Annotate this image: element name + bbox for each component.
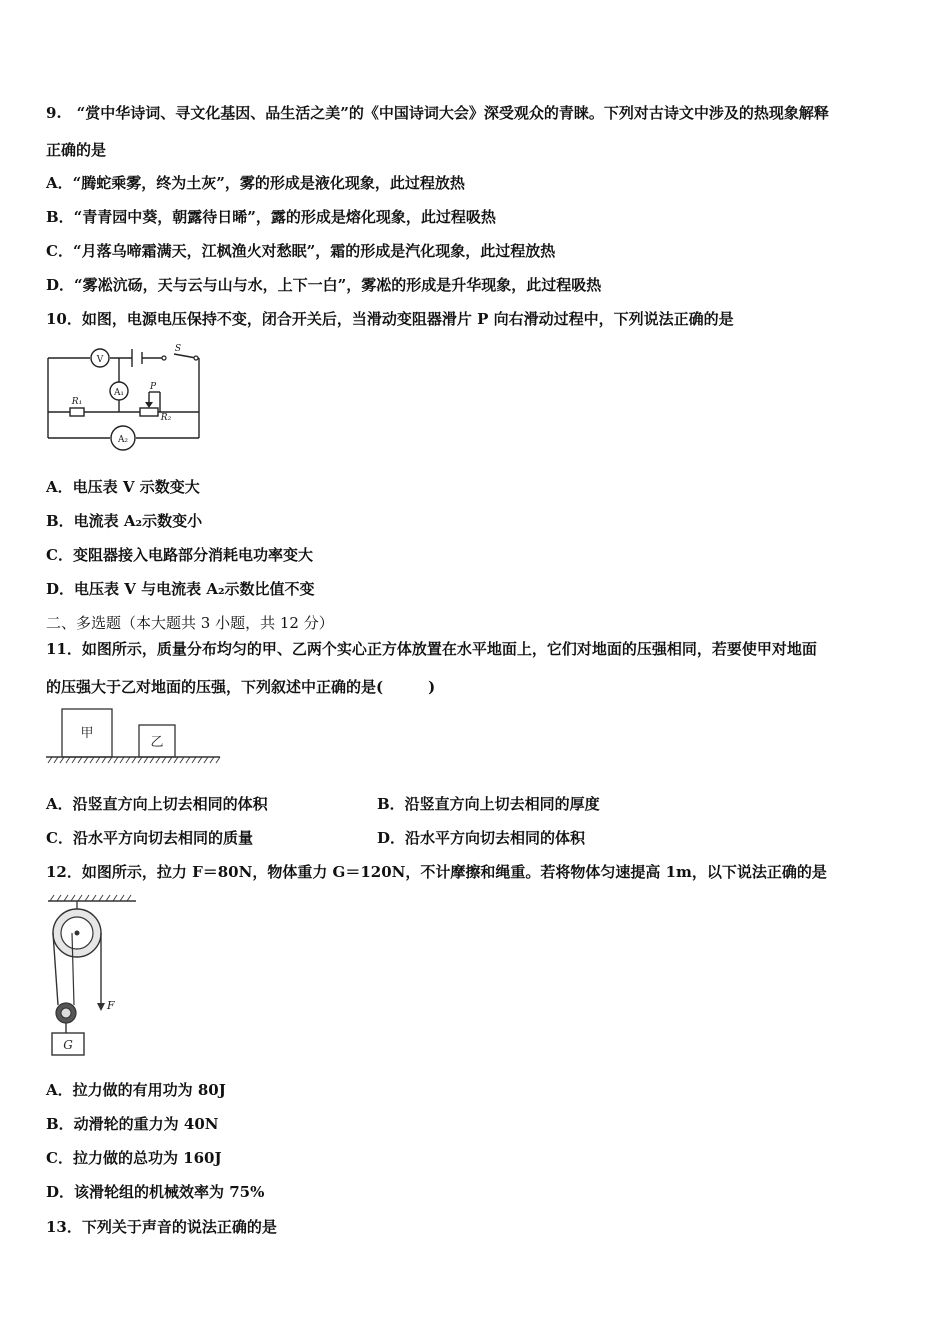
force-label: F (107, 999, 115, 1012)
q11-option-d: D．沿水平方向切去相同的体积 (377, 829, 586, 847)
r2-label: R₂ (160, 413, 172, 423)
q11-stem-line2: 的压强大于乙对地面的压强，下列叙述中正确的是( ) (46, 678, 436, 696)
q9-stem-line2: 正确的是 (46, 141, 107, 159)
q9-option-d: D．“雾凇沆砀，天与云与山与水，上下一白”，雾凇的形成是升华现象，此过程吸热 (46, 276, 602, 294)
switch-label: S (174, 344, 182, 354)
q12-option-d: D．该滑轮组的机械效率为 75% (46, 1183, 265, 1201)
q9-stem-line1: 9. “赏中华诗词、寻文化基因、品生活之美”的《中国诗词大会》深受观众的青睐。下列对古诗文中涉及的热现象解释 (46, 104, 829, 122)
q11-option-a: A．沿竖直方向上切去相同的体积 (46, 795, 268, 813)
q12-option-c: C．拉力做的总功为 160J (46, 1149, 222, 1167)
q11-blocks-figure (44, 705, 224, 767)
q10-option-c: C．变阻器接入电路部分消耗电功率变大 (46, 546, 313, 564)
q11-stem-line1: 11．如图所示，质量分布均匀的甲、乙两个实心正方体放置在水平地面上，它们对地面的压强相同，若要使甲对地面 (46, 640, 817, 658)
block-jia-label: 甲 (80, 726, 94, 741)
q9-option-b: B．“青青园中葵，朝露待日晞”，露的形成是熔化现象，此过程吸热 (46, 208, 496, 226)
q10-circuit-figure (44, 340, 204, 452)
q9-option-c: C．“月落乌啼霜满天，江枫渔火对愁眠”，霜的形成是汽化现象，此过程放热 (46, 242, 556, 260)
q12-pulley-figure (44, 893, 144, 1063)
q13-stem: 13．下列关于声音的说法正确的是 (46, 1218, 277, 1236)
r1-label: R₁ (71, 397, 83, 407)
q11-option-c: C．沿水平方向切去相同的质量 (46, 829, 253, 847)
voltmeter-label: V (96, 355, 104, 365)
q12-stem: 12．如图所示，拉力 F＝80N，物体重力 G＝120N，不计摩擦和绳重。若将物体匀速提高 1m，以下说法正确的是 (46, 863, 827, 881)
ammeter1-label: A₁ (113, 388, 125, 398)
weight-label: G (63, 1038, 73, 1052)
q10-stem: 10．如图，电源电压保持不变，闭合开关后，当滑动变阻器滑片 P 向右滑动过程中，下列说法正确的是 (46, 310, 734, 328)
block-yi-label: 乙 (150, 735, 164, 750)
q10-option-a: A．电压表 V 示数变大 (46, 478, 200, 496)
q12-option-b: B．动滑轮的重力为 40N (46, 1115, 219, 1133)
slider-label: P (149, 382, 157, 392)
q12-option-a: A．拉力做的有用功为 80J (46, 1081, 226, 1099)
q11-option-b: B．沿竖直方向上切去相同的厚度 (377, 795, 600, 813)
section-heading: 二、多选题（本大题共 3 小题，共 12 分） (46, 614, 334, 632)
q10-option-d: D．电压表 V 与电流表 A₂示数比值不变 (46, 580, 315, 598)
ammeter2-label: A₂ (117, 435, 129, 445)
q10-option-b: B．电流表 A₂示数变小 (46, 512, 203, 530)
q9-option-a: A．“腾蛇乘雾，终为土灰”，雾的形成是液化现象，此过程放热 (46, 174, 465, 192)
